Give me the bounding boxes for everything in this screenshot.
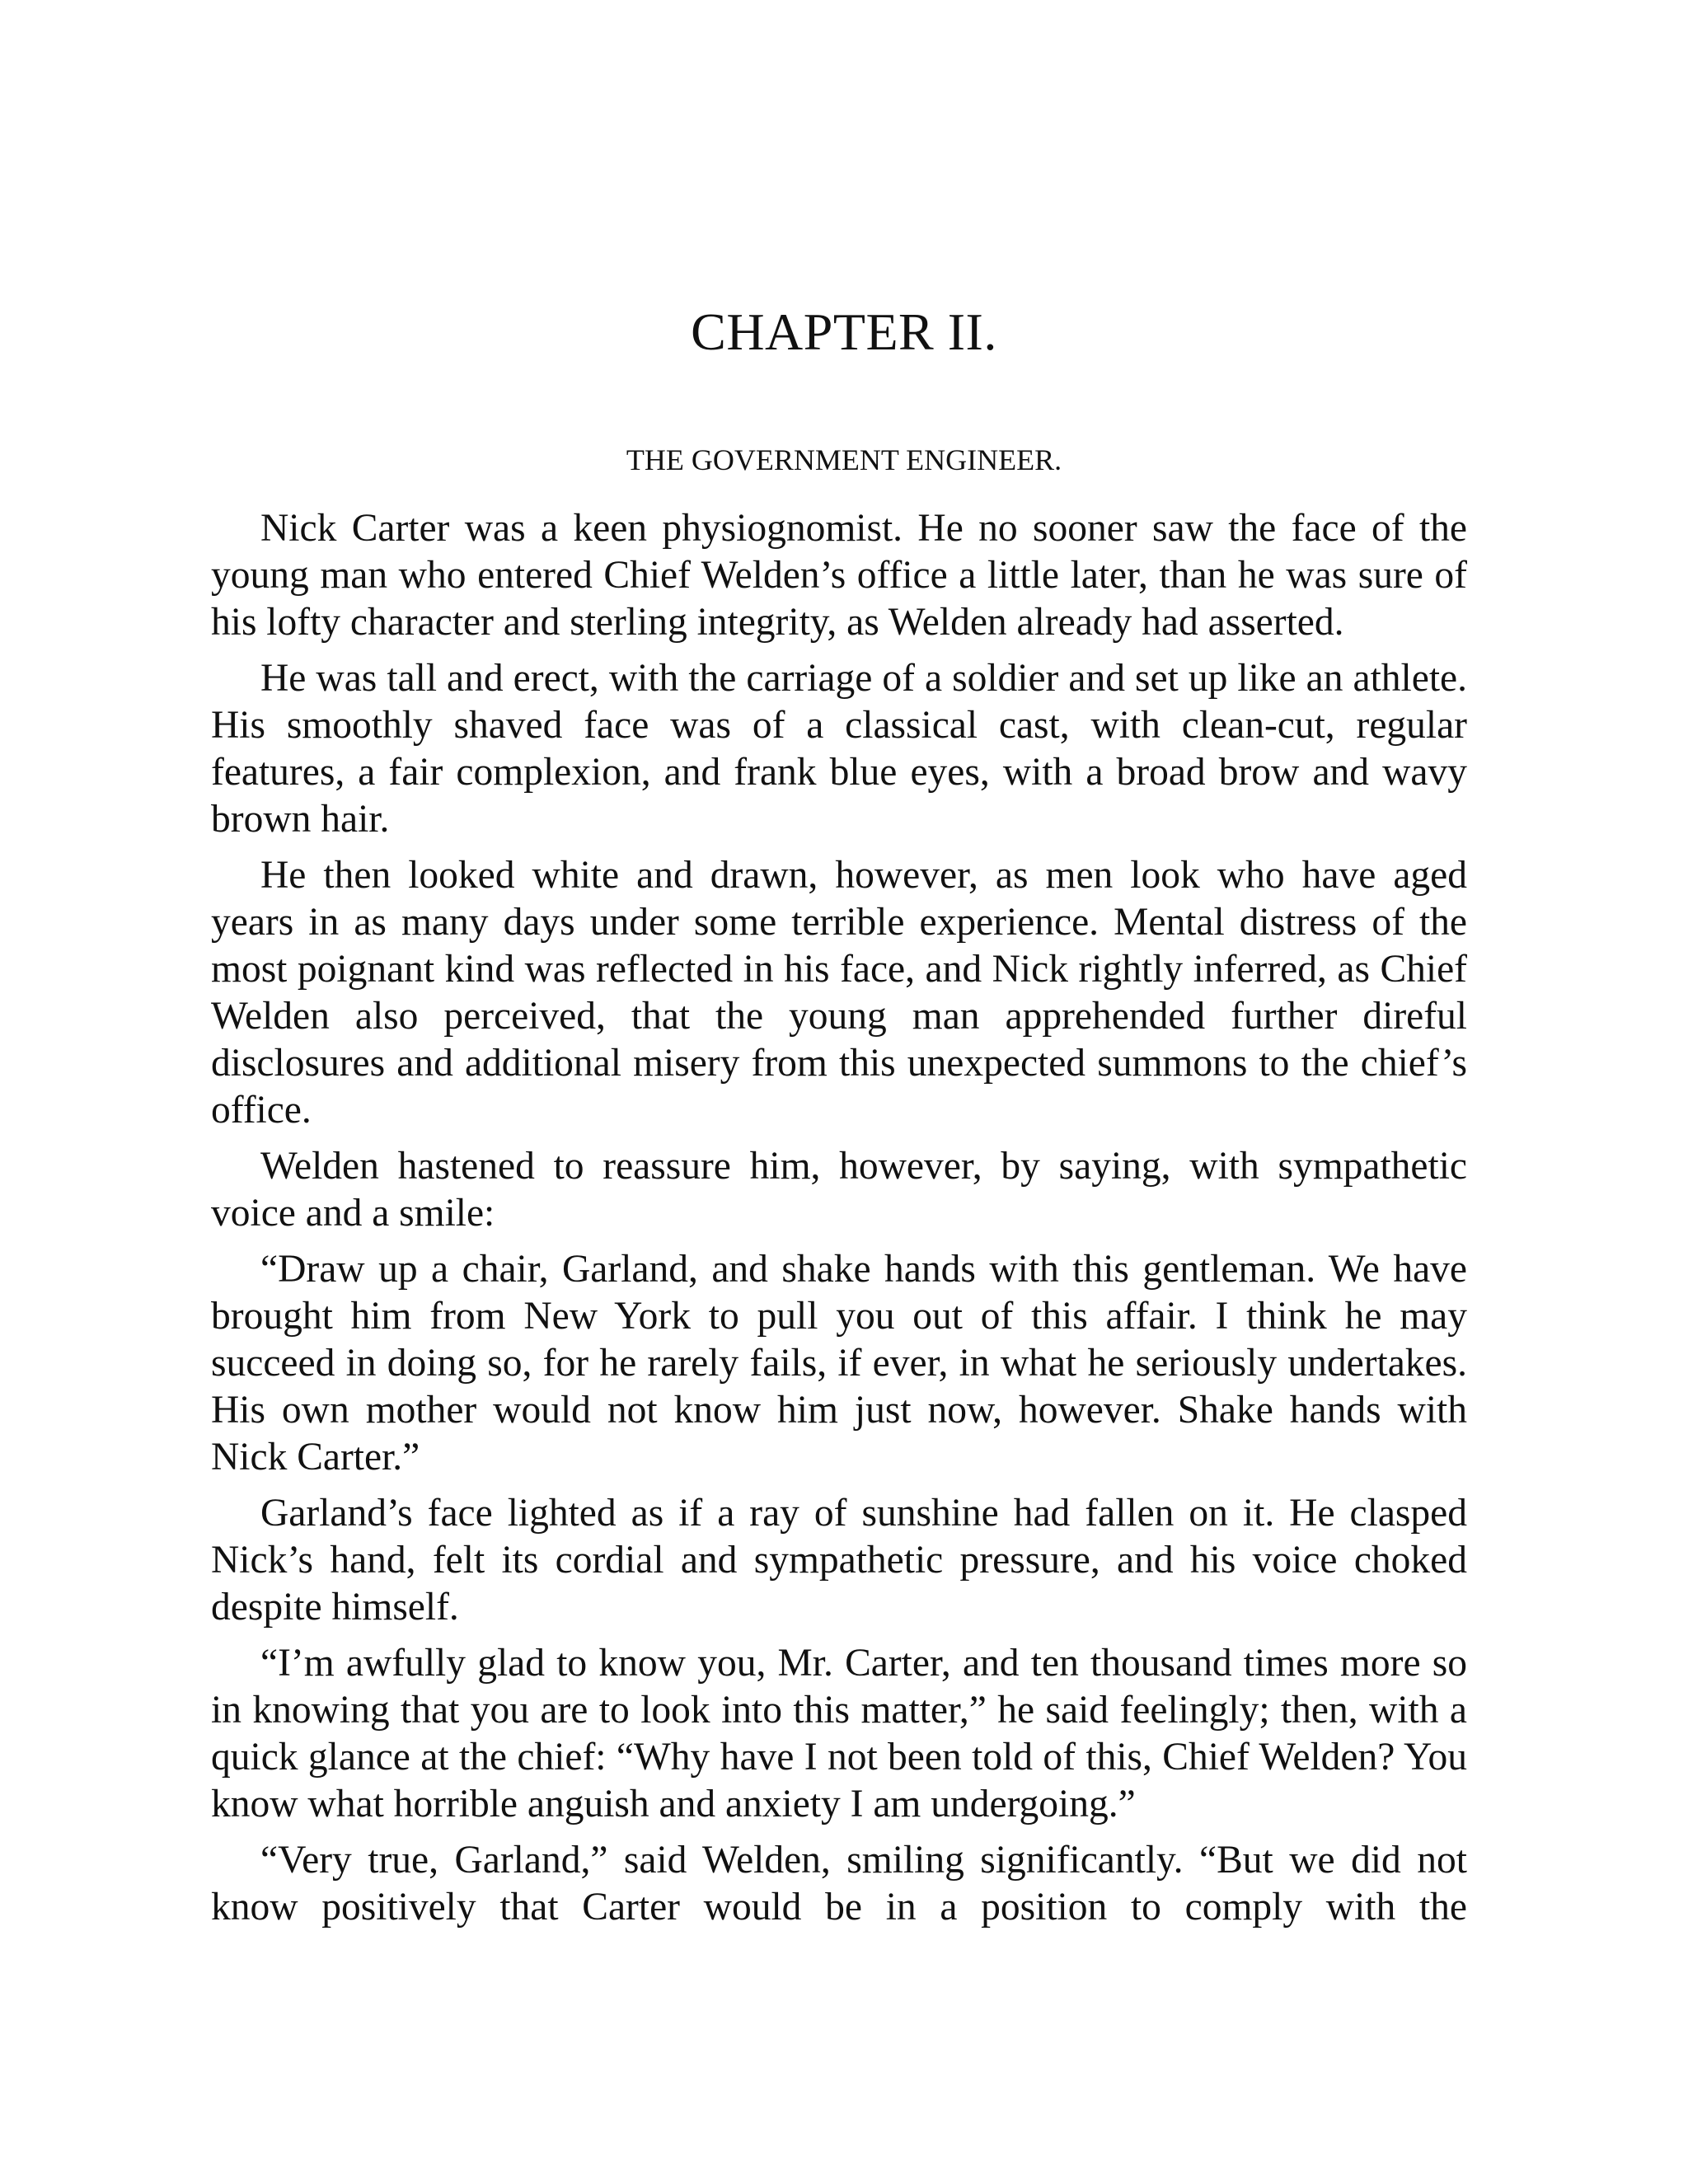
chapter-subtitle: THE GOVERNMENT ENGINEER. <box>626 443 1062 476</box>
chapter-body <box>211 505 1467 1940</box>
paragraph: Garland’s face lighted as if a ray of sunshine had fallen on it. He clasped Nick’s hand, felt its cordial and sympathetic pressure, and his voice choked despite himself. <box>211 1492 1467 1629</box>
paragraph: Nick Carter was a keen physiognomist. He no sooner saw the face of the young man who entered Chief Welden’s office a little later, than he was sure of his lofty character and sterling integrity, as Welden already had asserted. <box>211 507 1467 644</box>
paragraph: He then looked white and drawn, however, as men look who have aged years in as many days under some terrible experience. Mental distress of the most poignant kind was reflected in his face, and Nick rightly inferred, as Chief Welden also perceived, that the young man apprehended further direful disclosures and additional misery from this unexpected summons to the chief’s office. <box>211 854 1467 1132</box>
paragraph-continued: “Very true, Garland,” said Welden, smiling significantly. “But we did not know positively that Carter would be in a position to comply with the <box>211 1839 1467 1929</box>
paragraph: “I’m awfully glad to know you, Mr. Carter, and ten thousand times more so in knowing that you are to look into this matter,” he said feelingly; then, with a quick glance at the chief: “Why have I not been told of this, Chief Welden? You know what horrible anguish and anxiety I am undergoing.” <box>211 1642 1467 1825</box>
chapter-title: CHAPTER II. <box>691 302 997 361</box>
paragraph: “Draw up a chair, Garland, and shake hands with this gentleman. We have brought him from New York to pull you out of this affair. I think he may succeed in doing so, for he rarely fails, if ever, in what he seriously undertakes. His own mother would not know him just now, however. Shake hands with Nick Carter.” <box>211 1248 1467 1479</box>
paragraph: He was tall and erect, with the carriage of a soldier and set up like an athlete. His smoothly shaved face was of a classical cast, with clean-cut, regular features, a fair complexion, and frank blue eyes, with a broad brow and wavy brown hair. <box>211 657 1467 841</box>
paragraph: Welden hastened to reassure him, however, by saying, with sympathetic voice and a smile: <box>211 1145 1467 1235</box>
